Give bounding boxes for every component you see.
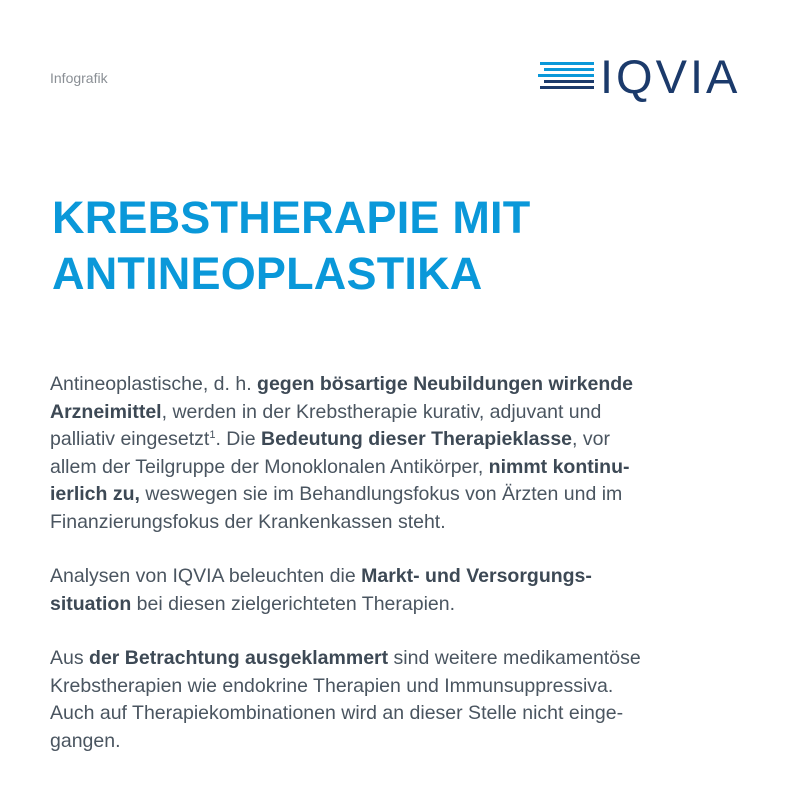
- bold-run: Markt- und Versorgungs-: [361, 565, 592, 587]
- document-type-label: Infografik: [50, 70, 108, 86]
- p1-line-3: [50, 426, 750, 454]
- bold-run: ierlich zu,: [50, 483, 140, 505]
- bold-run: der Betrachtung ausgeklammert: [89, 647, 389, 669]
- text-run: bei diesen zielgerichteten Therapien.: [131, 592, 456, 615]
- text-run: palliativ eingesetzt: [50, 428, 210, 450]
- bold-run: nimmt kontinu-: [488, 455, 630, 478]
- p3-line-2: Krebstherapien wie endokrine Therapien und Immunsuppressiva.: [50, 674, 614, 697]
- text-run: . Die: [215, 428, 261, 450]
- text-run: Antineoplastische, d. h.: [50, 373, 258, 395]
- paragraph-2: [50, 563, 750, 618]
- body-text: [50, 371, 750, 782]
- iqvia-logo: [538, 50, 766, 102]
- bold-run: Arzneimittel: [50, 400, 162, 423]
- bold-run: situation: [50, 592, 132, 615]
- p3-line-3: Auch auf Therapiekombinationen wird an dieser Stelle nicht einge-: [50, 702, 624, 724]
- logo-wordmark: IQVIA: [600, 50, 741, 103]
- text-run: , werden in der Krebstherapie kurativ, adjuvant und: [161, 400, 602, 423]
- paragraph-1: [50, 371, 750, 536]
- p1-line-6: Finanzierungsfokus der Krankenkassen steht.: [50, 510, 446, 533]
- bold-run: gegen bösartige Neubildungen wirkende: [257, 373, 634, 395]
- p1-line-1: [50, 371, 750, 399]
- text-run: Analysen von IQVIA beleuchten die: [50, 565, 362, 587]
- bold-run: Bedeutung dieser Therapieklasse: [260, 428, 573, 450]
- p1-line-2: [50, 399, 750, 427]
- text-run: Aus: [50, 647, 90, 669]
- p2-line-1: [50, 563, 750, 591]
- title-line-1: KREBSTHERAPIE MIT: [52, 192, 531, 243]
- p3-line-1: [50, 645, 750, 673]
- text-run: sind weitere medikamentöse: [388, 647, 641, 669]
- p3-line-4: gangen.: [50, 729, 121, 752]
- footnote-marker: 1: [209, 429, 216, 441]
- p1-line-5: [50, 481, 750, 509]
- text-run: , vor: [572, 428, 610, 450]
- title-line-2: ANTINEOPLASTIKA: [52, 248, 483, 299]
- logo-stripes-icon: [538, 50, 598, 102]
- page-title: [52, 190, 530, 302]
- paragraph-3: [50, 645, 750, 755]
- text-run: allem der Teilgruppe der Monoklonalen Antikörper,: [50, 455, 489, 478]
- p2-line-2: [50, 591, 750, 619]
- p1-line-4: [50, 454, 750, 482]
- text-run: weswegen sie im Behandlungsfokus von Ärzten und im: [139, 483, 623, 505]
